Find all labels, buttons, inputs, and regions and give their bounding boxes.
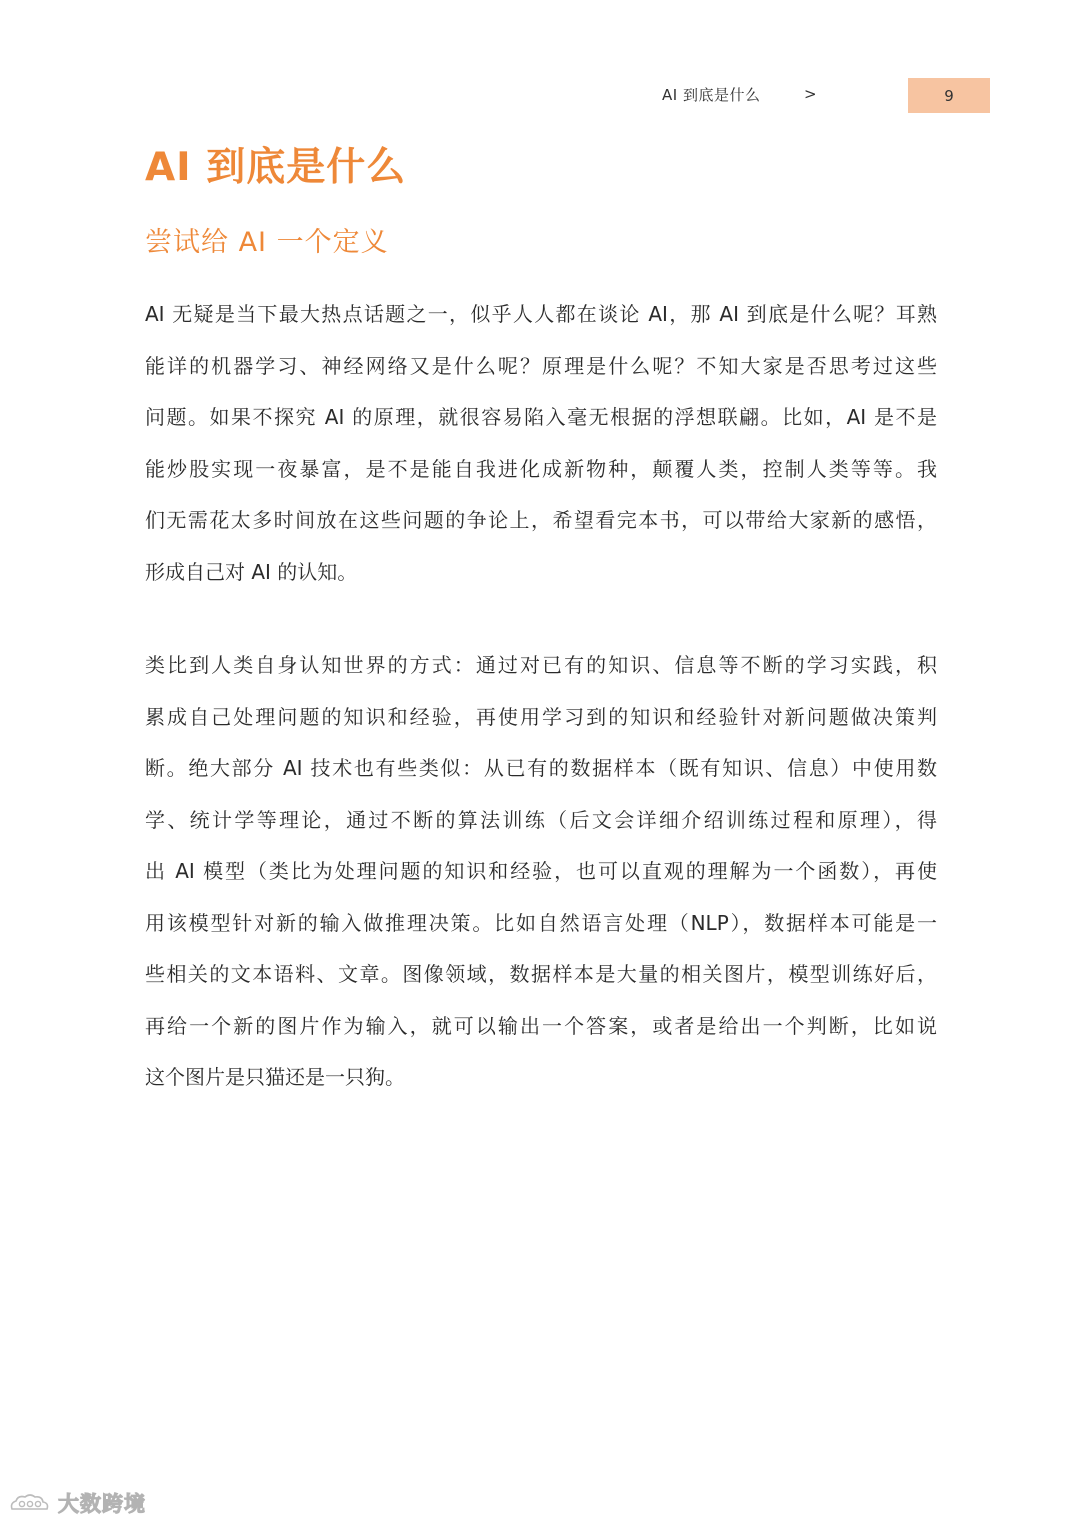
paragraph-line: AI 无疑是当下最大热点话题之一，似乎人人都在谈论 AI，那 AI 到底是什么呢？耳熟 <box>145 302 937 326</box>
paragraph-line: 些相关的文本语料、文章。图像领域，数据样本是大量的相关图片，模型训练好后， <box>145 962 937 986</box>
page-number: 9 <box>944 86 954 105</box>
rocket-cloud-logo-icon <box>8 1491 52 1515</box>
body-paragraph-2 <box>145 640 937 1104</box>
paragraph-line: 问题。如果不探究 AI 的原理，就很容易陷入毫无根据的浮想联翩。比如，AI 是不是 <box>145 405 937 429</box>
paragraph-line: 这个图片是只猫还是一只狗。 <box>145 1065 405 1089</box>
paragraph-line: 形成自己对 AI 的认知。 <box>145 559 358 584</box>
body-paragraph-1 <box>145 289 937 598</box>
paragraph-line: 用该模型针对新的输入做推理决策。比如自然语言处理（NLP），数据样本可能是一 <box>145 910 937 935</box>
page-number-box <box>908 78 990 113</box>
paragraph-line: 再给一个新的图片作为输入，就可以输出一个答案，或者是给出一个判断，比如说 <box>145 1013 937 1038</box>
watermark-text: 大数跨境 <box>58 1492 146 1516</box>
paragraph-line: 类比到人类自身认知世界的方式：通过对已有的知识、信息等不断的学习实践，积 <box>145 653 937 677</box>
paragraph-line: 能详的机器学习、神经网络又是什么呢？原理是什么呢？不知大家是否思考过这些 <box>145 353 937 378</box>
running-header <box>0 78 1080 114</box>
paragraph-line: 累成自己处理问题的知识和经验，再使用学习到的知识和经验针对新问题做决策判 <box>145 704 937 729</box>
paragraph-line: 们无需花太多时间放在这些问题的争论上，希望看完本书，可以带给大家新的感悟， <box>145 508 937 532</box>
header-arrow: > <box>804 85 817 103</box>
header-section-title: AI 到底是什么 <box>662 86 761 104</box>
page-title: AI 到底是什么 <box>145 145 407 190</box>
paragraph-line: 出 AI 模型（类比为处理问题的知识和经验，也可以直观的理解为一个函数），再使 <box>145 859 937 883</box>
paragraph-line: 能炒股实现一夜暴富，是不是能自我进化成新物种，颠覆人类，控制人类等等。我 <box>145 456 937 481</box>
watermark <box>8 1488 146 1518</box>
section-subtitle: 尝试给 AI 一个定义 <box>145 227 389 258</box>
paragraph-line: 学、统计学等理论，通过不断的算法训练（后文会详细介绍训练过程和原理），得 <box>145 807 937 832</box>
paragraph-line: 断。绝大部分 AI 技术也有些类似：从已有的数据样本（既有知识、信息）中使用数 <box>145 756 937 780</box>
